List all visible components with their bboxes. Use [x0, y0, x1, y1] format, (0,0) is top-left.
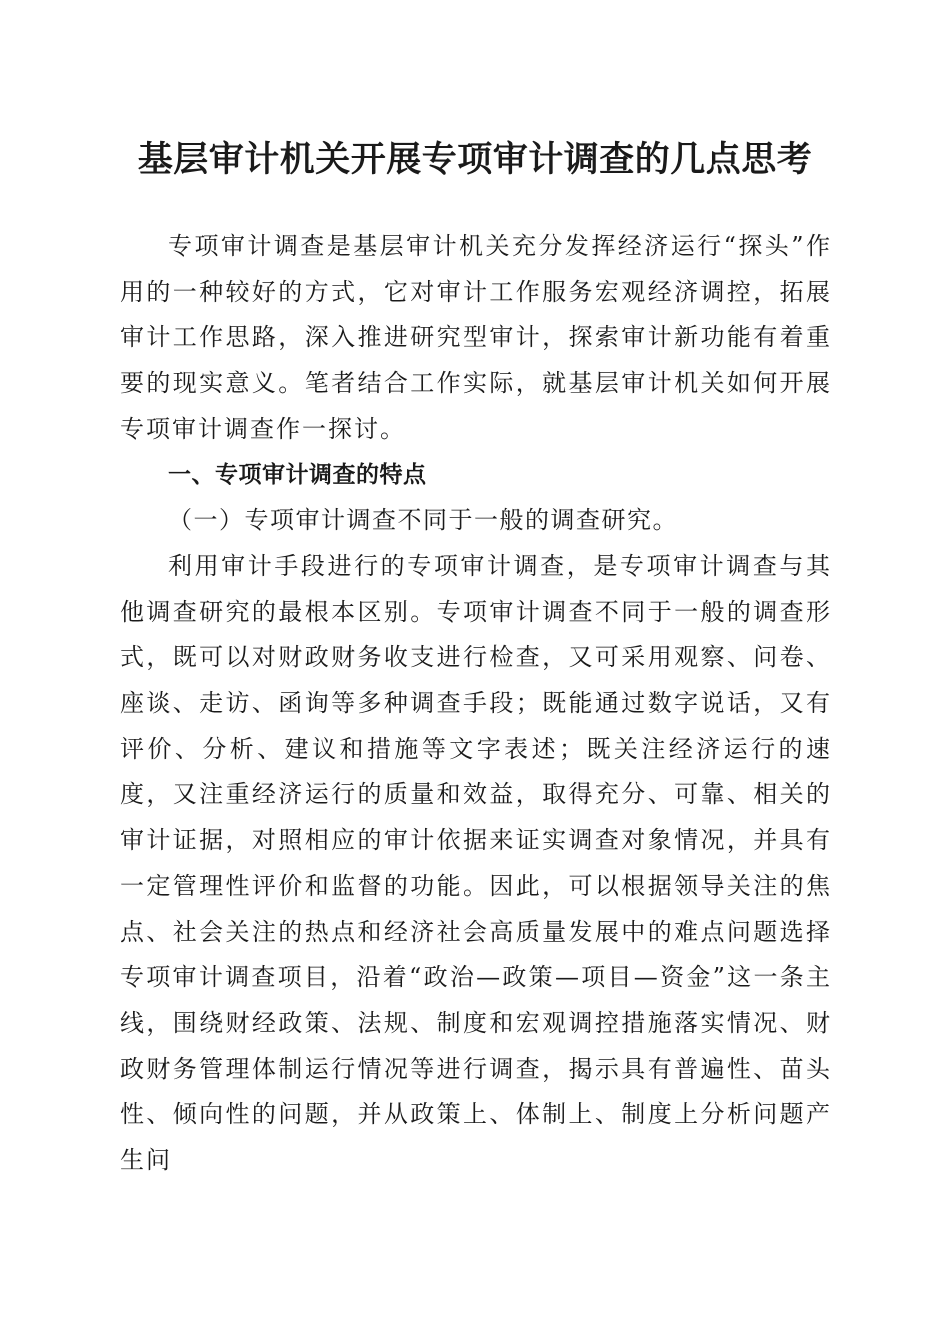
subsection-heading: （一）专项审计调查不同于一般的调查研究。	[168, 506, 678, 535]
subsection-paragraph: 利用审计手段进行的专项审计调查，是专项审计调查与其他调查研究的最根本区别。专项审计调查不同于一般的调查形式，既可以对财政财务收支进行检查，又可采用观察、问卷、座谈、走访、函询等多种调查手段；既能通过数字说话，又有评价、分析、建议和措施等文字表述；既关注经济运行的速度，又注重经济运行的质量和效益，取得充分、可靠、相关的审计证据，对照相应的审计依据来证实调查对象情况，并具有一定管理性评价和监督的功能。因此，可以根据领导关注的焦点、社会关注的热点和经济社会高质量发展中的难点问题选择专项审计调查项目，沿着“政治—政策—项目—资金”这一条主线，围绕财经政策、法规、制度和宏观调控措施落实情况、财政财务管理体制运行情况等进行调查，揭示具有普遍性、苗头性、倾向性的问题，并从政策上、体制上、制度上分析问题产生问	[120, 551, 832, 1175]
section-heading: 一、专项审计调查的特点	[168, 461, 427, 488]
document-title: 基层审计机关开展专项审计调查的几点思考	[137, 139, 813, 180]
document-body	[120, 224, 832, 1184]
intro-paragraph: 专项审计调查是基层审计机关充分发挥经济运行“探头”作用的一种较好的方式，它对审计工作服务宏观经济调控，拓展审计工作思路，深入推进研究型审计，探索审计新功能有着重要的现实意义。笔者结合工作实际，就基层审计机关如何开展专项审计调查作一探讨。	[120, 232, 832, 443]
